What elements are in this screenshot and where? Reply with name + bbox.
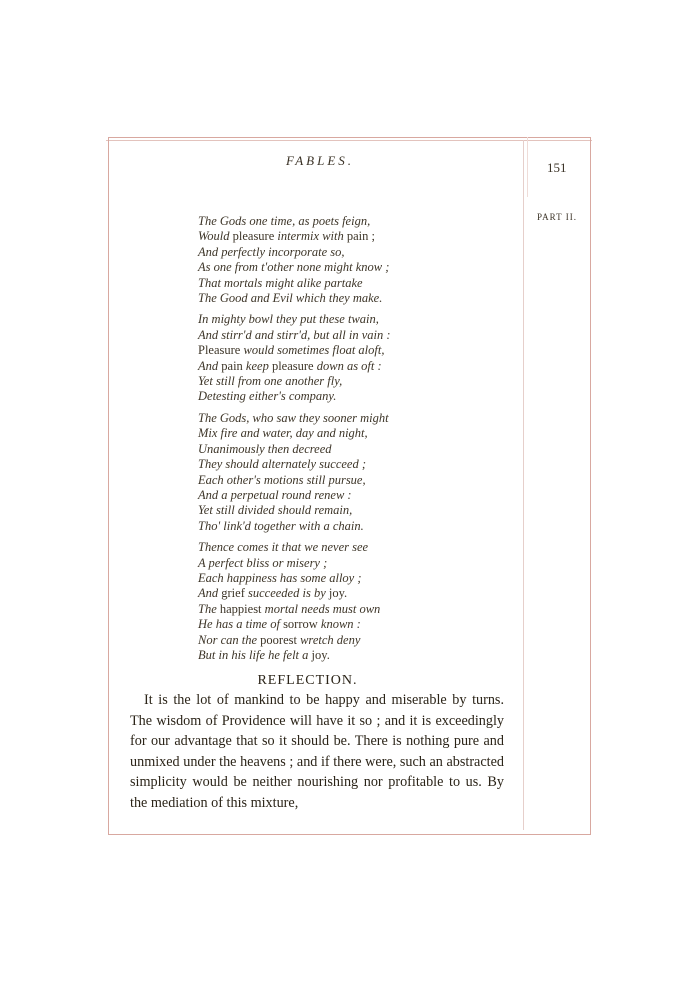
margin-rule xyxy=(523,140,524,830)
italic-text: down as oft : xyxy=(316,358,382,373)
italic-text: And xyxy=(198,358,219,373)
italic-text: The xyxy=(198,601,217,616)
reflection-paragraph: It is the lot of mankind to be happy and miserable by turns. The wisdom of Providence will have it so ; and it is exceedingly for our advantage that so it should be. There is nothing pure and unmixed under the heavens ; and if there were, such an abstracted simplicity would be neither nourishing nor profitable to us. By the mediation of this mixture, xyxy=(130,692,504,811)
italic-text: Would xyxy=(198,229,230,244)
running-title: FABLES. xyxy=(285,153,355,168)
poem-line xyxy=(198,457,518,472)
poem-line xyxy=(198,214,518,229)
italic-text: In mighty bowl they put these twain, xyxy=(198,312,379,327)
roman-text: pain xyxy=(218,358,246,373)
italic-text: And perfectly incorporate so, xyxy=(198,244,345,259)
poem-line xyxy=(198,602,518,617)
poem-stanza xyxy=(198,540,518,663)
poem-line xyxy=(198,473,518,488)
italic-text: known : xyxy=(320,617,361,632)
frame-rule-right xyxy=(590,137,591,835)
poem-stanza xyxy=(198,411,518,534)
poem-line xyxy=(198,503,518,518)
poem-line xyxy=(198,488,518,503)
italic-text: wretch deny xyxy=(300,632,361,647)
poem-line xyxy=(198,328,518,343)
italic-text: Detesting either's company. xyxy=(198,389,337,404)
italic-text: They should alternately succeed ; xyxy=(198,457,367,472)
roman-text: pain ; xyxy=(343,229,375,244)
italic-text: And xyxy=(198,586,219,601)
italic-text: The Good and Evil which they make. xyxy=(198,291,383,306)
reflection-body xyxy=(130,690,504,814)
italic-text: Yet still divided should remain, xyxy=(198,503,353,518)
frame-rule-left xyxy=(108,137,109,835)
italic-text: As one from t'other none might know ; xyxy=(198,260,390,275)
page-number: 151 xyxy=(547,160,567,175)
italic-text: succeeded is by xyxy=(248,586,326,601)
roman-text: pleasure xyxy=(229,229,278,244)
italic-text: Yet still from one another fly, xyxy=(198,374,343,389)
poem-line xyxy=(198,519,518,534)
italic-text: And a perpetual round renew : xyxy=(198,487,352,502)
poem-line xyxy=(198,633,518,648)
italic-text: Each happiness has some alloy ; xyxy=(198,570,362,585)
roman-text: sorrow xyxy=(279,617,321,632)
poem-line xyxy=(198,245,518,260)
italic-text: intermix with xyxy=(277,229,344,244)
italic-text: mortal needs must own xyxy=(264,601,381,616)
italic-text: Each other's motions still pursue, xyxy=(198,472,366,487)
italic-text: Thence comes it that we never see xyxy=(198,540,369,555)
italic-text: would sometimes float aloft, xyxy=(243,343,385,358)
poem-line xyxy=(198,343,518,358)
frame-rule-top xyxy=(108,137,591,138)
italic-text: Nor can the xyxy=(198,632,258,647)
italic-text: That mortals might alike partake xyxy=(198,275,363,290)
poem-line xyxy=(198,312,518,327)
roman-text: poorest xyxy=(257,632,301,647)
poem-line xyxy=(198,260,518,275)
poem-line xyxy=(198,359,518,374)
roman-text: joy. xyxy=(308,647,330,662)
italic-text: But in his life he felt a xyxy=(198,647,309,662)
poem-line xyxy=(198,617,518,632)
poem-line xyxy=(198,229,518,244)
poem-line xyxy=(198,648,518,663)
poem-line xyxy=(198,389,518,404)
italic-text: The Gods, who saw they sooner might xyxy=(198,410,389,425)
italic-text: Tho' link'd together with a chain. xyxy=(198,518,364,533)
frame-rule-top-inner xyxy=(106,140,592,141)
poem-stanza xyxy=(198,214,518,306)
italic-text: And stirr'd and stirr'd, but all in vain : xyxy=(198,327,391,342)
reflection-title: REFLECTION. xyxy=(257,673,358,688)
italic-text: He has a time of xyxy=(198,617,280,632)
italic-text: Unanimously then decreed xyxy=(198,441,332,456)
roman-text: happiest xyxy=(216,601,265,616)
roman-text: grief xyxy=(218,586,248,601)
poem-line xyxy=(198,540,518,555)
side-note: PART II. xyxy=(537,212,577,222)
poem-line xyxy=(198,411,518,426)
italic-text: keep xyxy=(245,358,269,373)
poem-line xyxy=(198,586,518,601)
italic-text: A perfect bliss or misery ; xyxy=(198,555,328,570)
poem xyxy=(198,214,518,669)
poem-line xyxy=(198,556,518,571)
poem-line xyxy=(198,442,518,457)
poem-line xyxy=(198,426,518,441)
poem-line xyxy=(198,571,518,586)
italic-text: Mix fire and water, day and night, xyxy=(198,426,368,441)
poem-line xyxy=(198,276,518,291)
roman-text: pleasure xyxy=(268,358,317,373)
italic-text: The Gods one time, as poets feign, xyxy=(198,214,371,228)
roman-text: joy. xyxy=(325,586,348,601)
roman-text: Pleasure xyxy=(198,343,244,358)
poem-stanza xyxy=(198,312,518,404)
poem-line xyxy=(198,291,518,306)
poem-line xyxy=(198,374,518,389)
frame-rule-bottom xyxy=(108,834,591,835)
